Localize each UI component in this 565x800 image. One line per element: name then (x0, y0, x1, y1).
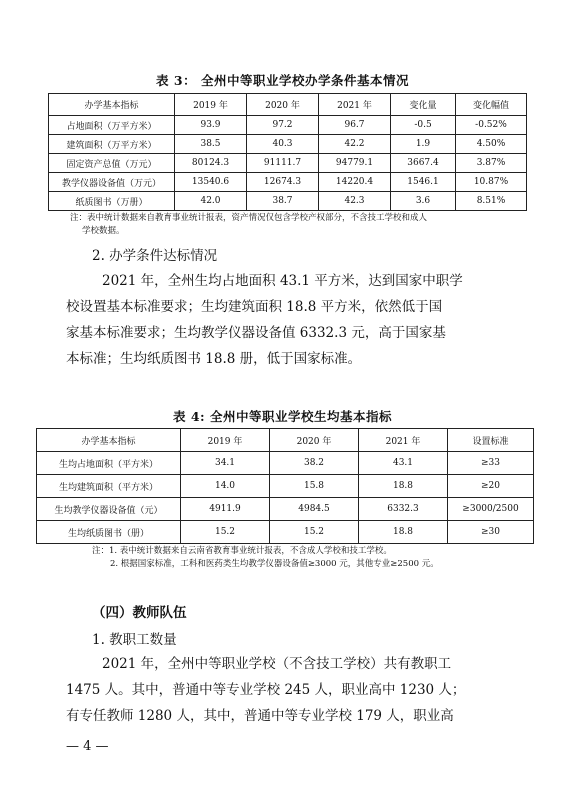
table3-header-row (49, 94, 527, 116)
table-row (49, 116, 527, 135)
paragraph-line: 2021 年，全州中等职业学校（不含技工学校）共有教职工 (102, 656, 452, 672)
table3 (48, 93, 527, 211)
table-row (49, 192, 527, 211)
table3-cell: 8.51% (456, 192, 527, 211)
table3-header-cell: 变化幅值 (456, 94, 527, 116)
table4-cell: ≥33 (448, 452, 534, 475)
paragraph-line: 校设置基本标准要求；生均建筑面积 18.8 平方米，依然低于国 (66, 299, 443, 315)
table3-cell: 13540.6 (175, 173, 247, 192)
table3-note: 注：表中统计数据来自教育事业统计报表，资产情况仅包含学校产权部分，不含技工学校和成人 (70, 213, 428, 223)
table4-cell: 6332.3 (359, 498, 448, 521)
table4-cell: 生均纸质图书（册） (37, 521, 181, 544)
table4-cell: 生均占地面积（平方米） (37, 452, 181, 475)
paragraph-line: 1475 人。其中，普通中等专业学校 245 人，职业高中 1230 人； (66, 682, 466, 698)
table3-cell: 4.50% (456, 135, 527, 154)
table4-cell: 34.1 (181, 452, 270, 475)
table-row (49, 135, 527, 154)
table-row (49, 154, 527, 173)
table3-cell: 14220.4 (319, 173, 391, 192)
table4-cell: 生均教学仪器设备值（元） (37, 498, 181, 521)
table3-cell: 3667.4 (391, 154, 456, 173)
table3-header-cell: 变化量 (391, 94, 456, 116)
paragraph-line: 2021 年，全州生均占地面积 43.1 平方米，达到国家中职学 (102, 273, 463, 289)
table4-cell: 38.2 (270, 452, 359, 475)
table3-cell: 建筑面积（万平方米） (49, 135, 175, 154)
table3-cell: 93.9 (175, 116, 247, 135)
table3-header-cell: 2020 年 (247, 94, 319, 116)
table4-cell: 4984.5 (270, 498, 359, 521)
table3-cell: 12674.3 (247, 173, 319, 192)
table-row (37, 521, 534, 544)
table3-cell: 38.7 (247, 192, 319, 211)
table4-header-cell: 设置标准 (448, 429, 534, 452)
table3-note-continued: 学校数据。 (82, 226, 125, 236)
table3-header-cell: 2021 年 (319, 94, 391, 116)
table4-cell: ≥20 (448, 475, 534, 498)
table3-header-cell: 2019 年 (175, 94, 247, 116)
table4-cell: 18.8 (359, 475, 448, 498)
table3-cell: 42.3 (319, 192, 391, 211)
paragraph-line: 家基本标准要求；生均教学仪器设备值 6332.3 元，高于国家基 (66, 325, 446, 341)
table3-cell: 1546.1 (391, 173, 456, 192)
table4-caption: 表 4: 全州中等职业学校生均基本指标 (172, 409, 393, 424)
table4-header-cell: 2020 年 (270, 429, 359, 452)
table3-cell: 80124.3 (175, 154, 247, 173)
table4-cell: 4911.9 (181, 498, 270, 521)
table4-note-continued: 2. 根据国家标准，工科和医药类生均教学仪器设备值≥3000 元，其他专业≥2500 元。 (110, 559, 439, 569)
table3-cell: 固定资产总值（万元） (49, 154, 175, 173)
table3-cell: 91111.7 (247, 154, 319, 173)
table3-cell: 42.2 (319, 135, 391, 154)
table3-cell: 10.87% (456, 173, 527, 192)
table-row (37, 498, 534, 521)
table4-cell: 14.0 (181, 475, 270, 498)
table3-cell: 97.2 (247, 116, 319, 135)
table3-cell: 1.9 (391, 135, 456, 154)
paragraph (66, 268, 463, 372)
table3-caption: 表 3： 全州中等职业学校办学条件基本情况 (156, 73, 409, 88)
table4-header-cell: 2021 年 (359, 429, 448, 452)
table4-header-row (37, 429, 534, 452)
table4-cell: 15.2 (181, 521, 270, 544)
table4-cell: ≥30 (448, 521, 534, 544)
table4-cell: ≥3000/2500 (448, 498, 534, 521)
table3-cell: 42.0 (175, 192, 247, 211)
table3-cell: -0.5 (391, 116, 456, 135)
table4 (36, 428, 534, 544)
paragraph-line: 有专任教师 1280 人，其中，普通中等专业学校 179 人，职业高 (66, 708, 454, 724)
table4-header-cell: 办学基本指标 (37, 429, 181, 452)
table3-header-cell: 办学基本指标 (49, 94, 175, 116)
table4-header-cell: 2019 年 (181, 429, 270, 452)
table3-cell: 94779.1 (319, 154, 391, 173)
table3-cell: 3.6 (391, 192, 456, 211)
paragraph (66, 651, 465, 729)
page-number: — 4 — (66, 739, 109, 754)
paragraph-line: 本标准；生均纸质图书 18.8 册，低于国家标准。 (66, 351, 362, 367)
table3-cell: -0.52% (456, 116, 527, 135)
section-heading: 2. 办学条件达标情况 (92, 248, 218, 264)
table4-cell: 15.2 (270, 521, 359, 544)
table3-cell: 38.5 (175, 135, 247, 154)
table4-note: 注：1. 表中统计数据来自云南省教育事业统计报表，不含成人学校和技工学校。 (92, 546, 392, 556)
table3-cell: 占地面积（万平方米） (49, 116, 175, 135)
table4-cell: 43.1 (359, 452, 448, 475)
table-row (37, 452, 534, 475)
table4-cell: 18.8 (359, 521, 448, 544)
table3-cell: 40.3 (247, 135, 319, 154)
table-row (49, 173, 527, 192)
section-heading: （四）教师队伍 (92, 605, 187, 621)
table3-cell: 纸质图书（万册） (49, 192, 175, 211)
table3-cell: 3.87% (456, 154, 527, 173)
sub-heading: 1. 教职工数量 (92, 632, 177, 648)
table4-cell: 生均建筑面积（平方米） (37, 475, 181, 498)
table-row (37, 475, 534, 498)
table4-cell: 15.8 (270, 475, 359, 498)
table3-cell: 96.7 (319, 116, 391, 135)
table3-cell: 教学仪器设备值（万元） (49, 173, 175, 192)
